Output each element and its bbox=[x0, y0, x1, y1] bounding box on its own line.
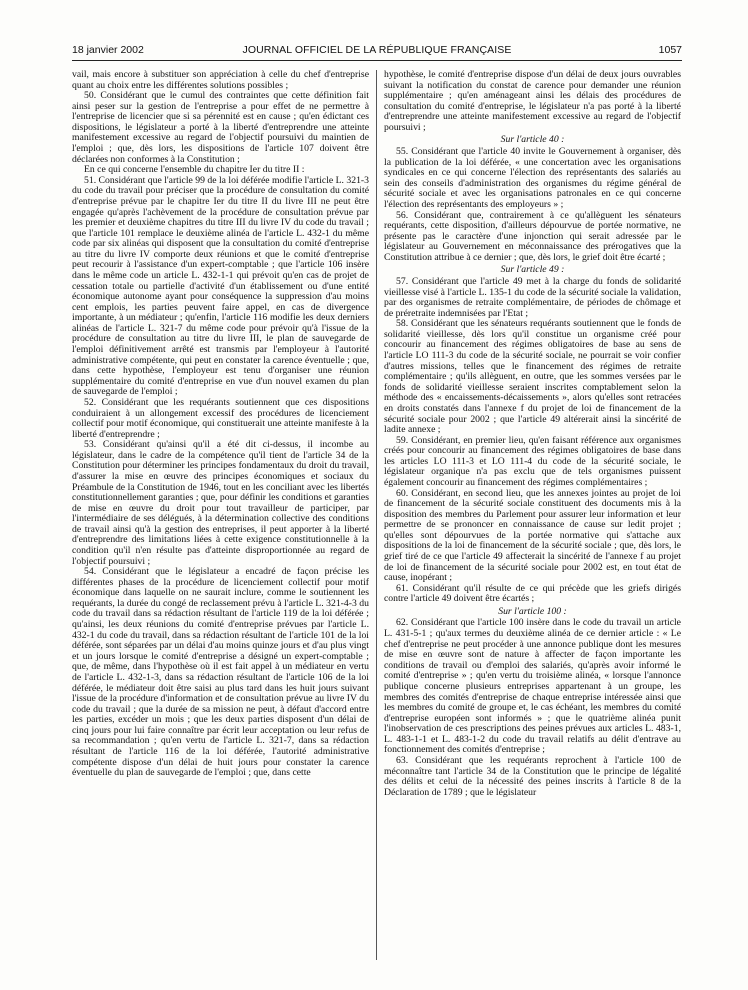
paragraph: 55. Considérant que l'article 40 invite le Gouvernement à organiser, dès la publication de la loi déférée, « une concertation avec les organisations syndicales en ce qui concerne l'élection des représentants des salariés au sein des conseils d'administration des organismes du régime général de sécurité sociale et avec les organisations patronales en ce qui concerne l'élection des représentants des employeurs » ; bbox=[384, 146, 681, 210]
paragraph: 57. Considérant que l'article 49 met à la charge du fonds de solidarité vieillesse visé à l'article L. 135-1 du code de la sécurité sociale la validation, par des organismes de retraite complémentaire, de périodes de chômage et de préretraite indemnisées par l'Etat ; bbox=[384, 275, 681, 319]
section-heading: Sur l'article 100 : bbox=[498, 605, 567, 617]
paragraph: 59. Considérant, en premier lieu, qu'en faisant référence aux organismes créés pour concourir au financement des régimes obligatoires de base dans les articles LO 111-3 et LO 111-4 du code de la sécurité sociale, le législateur organique n'a pas exclu que de tels organismes puissent également concourir au financement des régimes complémentaires ; bbox=[384, 434, 681, 488]
paragraph: 54. Considérant que le législateur a encadré de façon précise les différentes phases de la procédure de licenciement collectif pour motif économique dans laquelle on ne saurait inclure, comme le soutiennent les requérants, la durée du congé de reclassement prévu à l'article L. 321-4-3 du code du travail dans sa rédaction résultant de l'article 119 de la loi déférée ; qu'ainsi, les deux réunions du comité d'entreprise prévues par l'article L. 432-1 du code du travail, dans sa rédaction résultant de l'article 101 de la loi déférée, sont séparées par un délai d'au moins quinze jours et d'au plus vingt et un jours lorsque le comité d'entreprise a désigné un expert-comptable ; que, de même, dans l'hypothèse où il est fait appel à un médiateur en vertu de l'article L. 432-1-3, dans sa rédaction résultant de l'article 106 de la loi déférée, le médiateur doit être saisi au plus tard dans les huit jours suivant l'issue de la procédure d'information et de consultation prévue au livre IV du code du travail ; que la durée de sa mission ne peut, à défaut d'accord entre les parties, excéder un mois ; que les deux parties disposent d'un délai de cinq jours pour lui faire connaître par écrit leur acceptation ou leur refus de sa recommandation ; qu'en vertu de l'article L. 321-7, dans sa rédaction résultant de l'article 116 de la loi déférée, l'autorité administrative compétente dispose d'un délai de huit jours pour constater la carence éventuelle du plan de sauvegarde de l'emploi ; que, dans cette bbox=[72, 566, 369, 779]
paragraph: 58. Considérant que les sénateurs requérants soutiennent que le fonds de solidarité vieillesse, dès lors qu'il constitue un organisme créé pour concourir au financement des régimes obligatoires de base au sens de l'article LO 111-3 du code de la sécurité sociale, ne pourrait se voir confier d'autres missions, telles que le financement des régimes de retraite complémentaire ; qu'ils allèguent, en outre, que les sommes versées par le fonds de solidarité vieillesse seraient inscrites comptablement selon la méthode des « encaissements-décaissements », alors qu'elles sont retracées en droits constatés dans l'annexe f du projet de loi de financement de la sécurité sociale pour 2002 ; que l'article 49 altérerait ainsi la sincérité de ladite annexe ; bbox=[384, 318, 681, 436]
paragraph: 52. Considérant que les requérants soutiennent que ces dispositions conduiraient à un allongement excessif des procédures de licenciement collectif pour motif économique, qui constituerait une atteinte manifeste à la liberté d'entreprendre ; bbox=[72, 396, 369, 440]
page-header bbox=[72, 44, 682, 61]
paragraph: 63. Considérant que les requérants reprochent à l'article 100 de méconnaître tant l'article 34 de la Constitution que le principe de légalité des délits et celui de la nécessité des peines inscrits à l'article 8 de la Déclaration de 1789 ; que le législateur bbox=[384, 755, 681, 798]
paragraph: 51. Considérant que l'article 99 de la loi déférée modifie l'article L. 321-3 du code du travail pour préciser que la procédure de consultation du comité d'entreprise prévue par le chapitre Ier du titre II du livre III ne peut être engagée qu'après l'achèvement de la procédure de consultation prévue par les premier et deuxième chapitres du titre III du livre IV du code du travail ; que l'article 101 remplace le deuxième alinéa de l'article L. 432-1 du même code par six alinéas qui disposent que la consultation du comité d'entreprise au titre du livre IV comporte deux réunions et que le comité d'entreprise peut recourir à l'assistance d'un expert-comptable ; que l'article 106 insère dans le même code un article L. 432-1-1 qui prévoit qu'en cas de projet de cessation totale ou partielle d'activité d'un établissement ou d'une entité économique autonome ayant pour conséquence la suppression d'au moins cent emplois, les parties peuvent faire appel, en cas de divergence importante, à un médiateur ; qu'enfin, l'article 116 modifie les deux derniers alinéas de l'article L. 321-7 du même code pour prévoir qu'à l'issue de la procédure de consultation au titre du livre III, le plan de sauvegarde de l'emploi définitivement arrêté est transmis par l'employeur à l'autorité administrative compétente, qui peut en constater la carence éventuelle ; que, dans cette hypothèse, l'employeur est tenu d'organiser une réunion supplémentaire du comité d'entreprise en vue d'un nouvel examen du plan de sauvegarde de l'emploi ; bbox=[72, 174, 369, 398]
section-heading: Sur l'article 49 : bbox=[500, 264, 565, 276]
column-divider bbox=[376, 70, 377, 960]
paragraph: 56. Considérant que, contrairement à ce qu'allèguent les sénateurs requérants, cette disposition, d'ailleurs dépourvue de portée normative, ne présente pas le caractère d'une injonction qui serait adressée par le législateur au Gouvernement en méconnaissance des prérogatives que la Constitution attribue à ce dernier ; que, dès lors, le grief doit être écarté ; bbox=[384, 209, 681, 263]
section-heading: Sur l'article 40 : bbox=[500, 134, 565, 146]
paragraph: En ce qui concerne l'ensemble du chapitre Ier du titre II : bbox=[84, 164, 305, 176]
right-column bbox=[384, 70, 681, 798]
paragraph: 62. Considérant que l'article 100 insère dans le code du travail un article L. 431-5-1 ; qu'aux termes du deuxième alinéa de ce dernier article : « Le chef d'entreprise ne peut procéder à une annonce publique dont les mesures de mise en œuvre sont de nature à affecter de façon importante les conditions de travail ou d'emploi des salariés, qu'après avoir informé le comité d'entreprise » ; qu'en vertu du troisième alinéa, « lorsque l'annonce publique concerne plusieurs entreprises appartenant à un groupe, les membres des comités d'entreprise de chaque entreprise intéressée ainsi que les membres du comité de groupe et, le cas échéant, les membres du comité d'entreprise européen sont informés » ; que le quatrième alinéa punit l'inobservation de ces prescriptions des peines prévues aux articles L. 483-1, L. 483-1-1 et L. 483-1-2 du code du travail relatifs au délit d'entrave au fonctionnement des comités d'entreprise ; bbox=[384, 617, 681, 756]
paragraph: 50. Considérant que le cumul des contraintes que cette définition fait ainsi peser sur la gestion de l'entreprise a pour effet de ne permettre à l'entreprise de licencier que si sa pérennité est en cause ; qu'en édictant ces dispositions, le législateur a porté à la liberté d'entreprendre une atteinte manifestement excessive au regard de l'objectif poursuivi du maintien de l'emploi ; que, dès lors, les dispositions de l'article 107 doivent être déclarées non conformes à la Constitution ; bbox=[72, 90, 369, 165]
page-number: 1057 bbox=[658, 44, 682, 56]
paragraph-continuation: vail, mais encore à substituer son appréciation à celle du chef d'entreprise quant au choix entre les différentes solutions possibles ; bbox=[72, 69, 369, 91]
header-date: 18 janvier 2002 bbox=[72, 44, 144, 56]
left-column bbox=[72, 70, 369, 779]
journal-title: JOURNAL OFFICIEL DE LA RÉPUBLIQUE FRANÇAISE bbox=[242, 44, 512, 56]
paragraph: 60. Considérant, en second lieu, que les annexes jointes au projet de loi de financement de la sécurité sociale constituent des documents mis à la disposition des membres du Parlement pour assurer leur information et leur permettre de se prononcer en connaissance de cause sur ledit projet ; qu'elles sont dépourvues de la portée normative qui s'attache aux dispositions de la loi de financement de la sécurité sociale ; que, dès lors, le grief tiré de ce que l'article 49 affecterait la sincérité de l'annexe f au projet de loi de financement de la sécurité sociale pour 2002 est, en tout état de cause, inopérant ; bbox=[384, 487, 681, 584]
paragraph: 61. Considérant qu'il résulte de ce qui précède que les griefs dirigés contre l'article 49 doivent être écartés ; bbox=[384, 582, 681, 605]
paragraph-continuation: hypothèse, le comité d'entreprise dispose d'un délai de deux jours ouvrables suivant la notification du constat de carence pour demander une réunion supplémentaire ; qu'en aménageant ainsi les délais des procédures de consultation du comité d'entreprise, le législateur n'a pas porté à la liberté d'entreprendre une atteinte manifestement excessive au regard de l'objectif poursuivi ; bbox=[384, 69, 681, 133]
paragraph: 53. Considérant qu'ainsi qu'il a été dit ci-dessus, il incombe au législateur, dans le cadre de la compétence qu'il tient de l'article 34 de la Constitution pour déterminer les principes fondamentaux du droit du travail, d'assurer la mise en œuvre des principes économiques et sociaux du Préambule de la Constitution de 1946, tout en les conciliant avec les libertés constitutionnellement garanties ; que, pour définir les conditions et garanties de mise en œuvre du droit pour tout travailleur de participer, par l'intermédiaire de ses délégués, à la détermination collective des conditions de travail ainsi qu'à la gestion des entreprises, il peut apporter à la liberté d'entreprendre des limitations liées à cette exigence constitutionnelle à la condition qu'il n'en résulte pas d'atteinte disproportionnée au regard de l'objectif poursuivi ; bbox=[72, 439, 369, 567]
